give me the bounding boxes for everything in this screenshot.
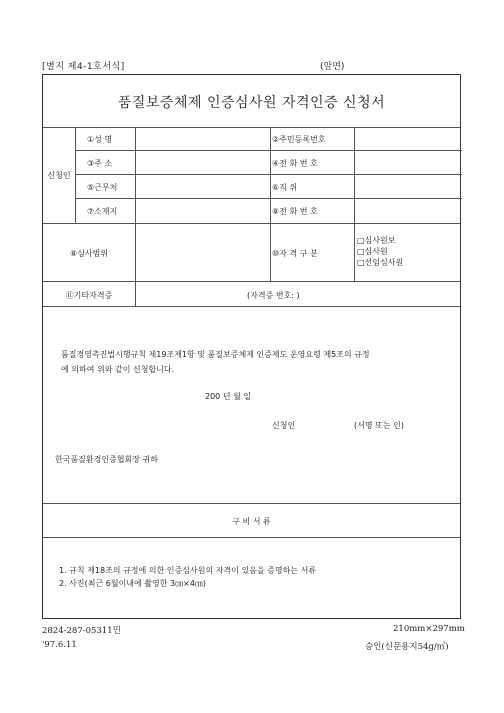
rule-applicant-3 [75,198,462,199]
name-label: ①성 명 [87,135,113,144]
document-item-2: 2. 사진(최근 6월이내에 촬영한 3㎝×4㎝) [59,579,207,588]
signer-label: 신청인 [272,421,296,430]
applicant-group-label: 신청인 [47,171,71,180]
rule-applicant-1 [75,150,462,151]
workplace-label: ⑤근무처 [87,183,118,192]
rule-below-other [43,306,460,307]
document-item-1: 1. 규칙 제18조의 규정에 의한 인증심사원의 자격이 있음을 증명하는 서류 [59,566,317,575]
form-title: 품질보증체제 인증심사원 자격인증 신청서 [117,95,386,111]
addressee: 한국품질환경인증협회장 귀하 [55,455,159,464]
footer-paper-spec: 승인(신문용지54g/㎡) [365,642,449,652]
footer-code: 2824-287-05311민 [42,626,121,636]
application-date: 200 년 월 일 [205,392,252,401]
other-certificates-label: ⑪기타자격증 [65,291,113,300]
rule-below-scope [43,281,460,282]
position-label: ⑥직 위 [272,183,298,192]
page-side-label: (앞면) [320,62,345,72]
statement-line-1: 품질경영촉진법시행규칙 제19조제1항 및 품질보증체제 인증제도 운영요령 제5조의 규정 [61,350,370,359]
workplace-phone-label: ⑧전 화 번 호 [272,207,318,216]
grade-option-auditor[interactable]: □심사원 [357,247,388,256]
sign-note: (서명 또는 인) [354,421,404,430]
grade-options [357,235,403,268]
scope-label: ⑧심사범위 [69,249,109,258]
phone-label: ④전 화 번 호 [272,159,318,168]
col-rule-value [354,127,355,281]
rule-below-title [43,127,460,128]
rule-above-documents [43,503,460,504]
rule-below-documents [43,537,460,538]
resident-number-label: ②주민등록번호 [272,135,326,144]
footer-paper-size: 210mm×297mm [393,624,465,634]
grade-option-lead-auditor[interactable]: □선임심사원 [357,258,404,267]
form-number: [별지 제4-1호서식] [42,62,125,72]
footer-date: '97.6.11 [42,640,77,650]
documents-heading: 구 비 서 류 [232,517,271,526]
grade-option-assistant[interactable]: □심사원보 [357,236,396,245]
application-form [42,74,461,619]
col-rule-group [75,127,76,223]
rule-below-applicant [43,223,460,224]
rule-applicant-2 [75,174,462,175]
grade-label: ⑩자 격 구 분 [272,249,318,258]
statement-line-2: 에 의하여 위와 같이 신청합니다. [61,365,175,374]
certificate-number: (자격증 번호: ) [247,291,300,300]
col-rule-label [135,127,136,306]
address-label: ③주 소 [87,159,113,168]
col-rule-mid [270,127,271,281]
location-label: ⑦소재지 [87,207,118,216]
